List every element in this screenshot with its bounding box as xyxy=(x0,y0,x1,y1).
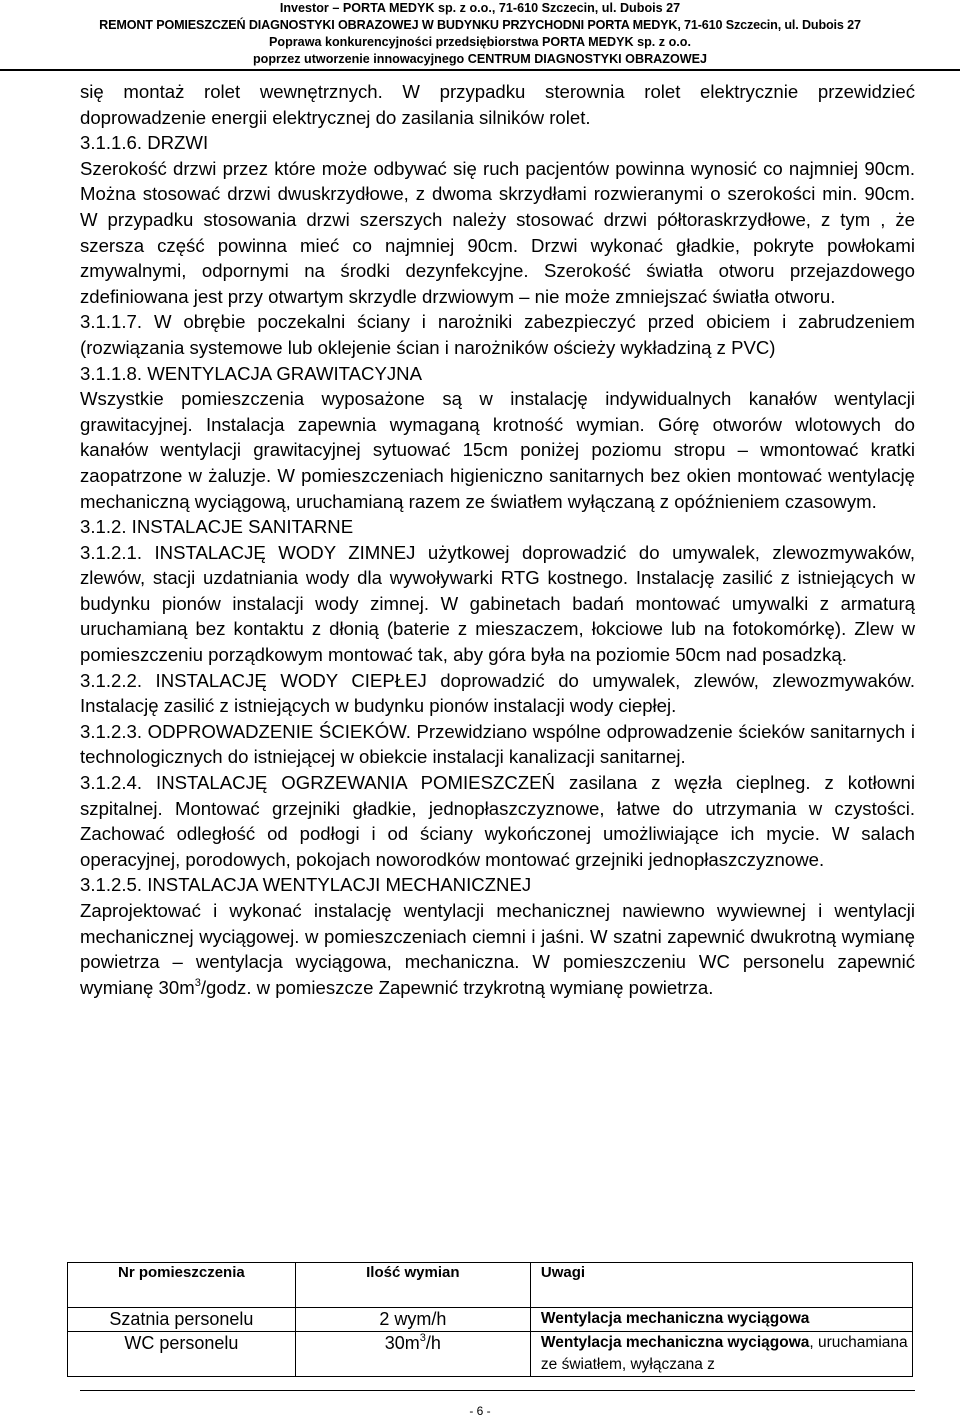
header-investor-line: Investor – PORTA MEDYK sp. z o.o., 71-610 Szczecin, ul. Dubois 27 xyxy=(279,1,681,15)
paragraph-gravity-ventilation: Wszystkie pomieszczenia wyposażone są w instalację indywidualnych kanałów wentylacji grawitacyjnej. Instalacja zapewnia wymaganą krotność wymian. Górę otworów wlotowych do kanałów wentylacji grawitacyjnej sytuować 15cm poniżej poziomu stropu – wmontować kratki zaopatrzone w żaluzje. W pomieszczeniach higieniczno sanitarnych bez okien montować wentylację mechaniczną wyciągową, uruchamianą razem ze światłem wyłączaną z opóźnieniem czasowym. xyxy=(80,388,915,512)
page-number: - 6 - xyxy=(469,1404,491,1418)
mech-vent-text-part2: /godz. w pomieszcze Zapewnić trzykrotną wymianę powietrza. xyxy=(200,976,714,998)
exchanges-tail: /h xyxy=(425,1333,441,1353)
ventilation-table xyxy=(67,1262,913,1377)
paragraph-mechanical-ventilation xyxy=(80,898,915,1000)
exchanges-superscript: 3 xyxy=(419,1332,426,1344)
footer-divider xyxy=(80,1390,915,1391)
table-row xyxy=(68,1308,913,1332)
paragraph-heating: 3.1.2.4. INSTALACJĘ OGRZEWANIA POMIESZCZEŃ zasilana z węzła cieplneg. z kotłowni szpitalnej. Montować grzejniki gładkie, jednopłaszczyznowe, łatwe do utrzymania w czystości. Zachować odległość od podłogi i od ściany wykończonej umożliwiające ich mycie. W salach operacyjnej, porodowych, pokojach noworodków montować grzejniki jednopłaszczyznowe. xyxy=(80,772,915,870)
cell-room: WC personelu xyxy=(68,1332,296,1377)
header-remarks: Uwagi xyxy=(530,1263,912,1308)
table-header-row xyxy=(68,1263,913,1308)
cell-exchanges xyxy=(295,1332,530,1377)
paragraph-cold-water: 3.1.2.1. INSTALACJĘ WODY ZIMNEJ użytkowej doprowadzić do umywalek, zlewozmywaków, zlewów, stacji uzdatniania wody dla wywoływarki RTG kostnego. Instalację zasilić z istniejących w budynku pionów instalacji wody zimnej. W gabinetach badań montować umywalki z armaturą uruchamianą bez kontaktu z dłonią (baterie z mieszaczem, łokciowe lub na fotokomórkę). Zlew w pomieszczeniu porządkowym montować tak, aby góra była na poziomie 50cm nad posadzką. xyxy=(80,541,915,666)
paragraph-waiting-room: 3.1.1.7. W obrębie poczekalni ściany i narożniki zabezpieczyć przed obiciem i zabrudzeniem (rozwiązania systemowe lub oklejenie ścian i narożników ościeży wykładziną z PVC) xyxy=(80,311,915,358)
paragraph-sewage: 3.1.2.3. ODPROWADZENIE ŚCIEKÓW. Przewidziano wspólne odprowadzenie ścieków sanitarnych i technologicznych do istniejącej w obiekcie instalacji kanalizacji sanitarnej. xyxy=(80,720,915,768)
remarks-extra: , uruchamiana ze światłem, wyłączana z xyxy=(540,1334,908,1373)
paragraph-doors: Szerokość drzwi przez które może odbywać się ruch pacjentów powinna wynosić co najmniej 90cm. Można stosować drzwi dwuskrzydłowe, z dwoma skrzydłami rozwieranymi o szerokości min. 90cm. W przypadku stosowania drzwi szerszych należy stosować drzwi półtoraskrzydłowe, z tym , że szersza część powinna mieć co najmniej 90cm. Drzwi wykonać gładkie, pokryte powłokami zmywalnymi, odpornymi na środki dezynfekcyjne. Szerokość światła otworu przejazdowego zdefiniowana jest przy otwartym skrzydle drzwiowym – nie może zmniejszać światła otworu. xyxy=(80,157,915,307)
cell-exchanges: 2 wym/h xyxy=(295,1308,530,1332)
header-project-line: REMONT POMIESZCZEŃ DIAGNOSTYKI OBRAZOWEJ W BUDYNKU PRZYCHODNI PORTA MEDYK, 71-610 Szczecin, ul. Dubois 27 xyxy=(99,18,861,32)
mech-vent-superscript: 3 xyxy=(194,976,201,989)
header-program-line: Poprawa konkurencyjności przedsiębiorstwa PORTA MEDYK sp. z o.o. xyxy=(269,35,691,49)
section-heading-mechanical-ventilation: 3.1.2.5. INSTALACJA WENTYLACJI MECHANICZNEJ xyxy=(80,874,532,896)
header-divider xyxy=(0,69,960,71)
table-row xyxy=(68,1332,913,1377)
mech-vent-text-part1: Zaprojektować i wykonać instalację wentylacji mechanicznej nawiewno wywiewnej i wentylacji mechanicznej wyciągowej. w pomieszczeniach ciemni i jaśni. W szatni zapewnić dwukrotną wymianę powietrza – wentylacja wyciągowa, mechaniczna. W pomieszczeniu WC personelu zapewnić wymianę 30m xyxy=(80,900,915,998)
cell-room: Szatnia personelu xyxy=(68,1308,296,1332)
header-subtitle-line: poprzez utworzenie innowacyjnego CENTRUM DIAGNOSTYKI OBRAZOWEJ xyxy=(252,52,708,66)
document-header xyxy=(0,0,960,68)
cell-remarks xyxy=(530,1332,912,1377)
cell-remarks xyxy=(530,1308,912,1332)
section-heading-sanitary: 3.1.2. INSTALACJE SANITARNE xyxy=(80,516,354,538)
paragraph-hot-water: 3.1.2.2. INSTALACJĘ WODY CIEPŁEJ doprowadzić do umywalek, zlewów, zlewozmywaków. Instalację zasilić z istniejących w budynku pionów instalacji wody ciepłej. xyxy=(80,669,915,717)
header-room: Nr pomieszczenia xyxy=(68,1263,296,1308)
remarks-bold: Wentylacja mechaniczna wyciągowa xyxy=(540,1310,810,1327)
remarks-bold: Wentylacja mechaniczna wyciągowa xyxy=(540,1334,810,1351)
section-heading-gravity-ventilation: 3.1.1.8. WENTYLACJA GRAWITACYJNA xyxy=(80,362,422,384)
section-heading-doors: 3.1.1.6. DRZWI xyxy=(80,132,209,154)
header-exchanges: Ilość wymian xyxy=(295,1263,530,1308)
exchanges-base: 30m xyxy=(384,1333,420,1353)
paragraph-roller-blinds: się montaż rolet wewnętrznych. W przypadku sterownia rolet elektrycznie przewidzieć doprowadzenie energii elektrycznej do zasilania silników rolet. xyxy=(80,81,915,128)
document-body xyxy=(80,79,915,1000)
